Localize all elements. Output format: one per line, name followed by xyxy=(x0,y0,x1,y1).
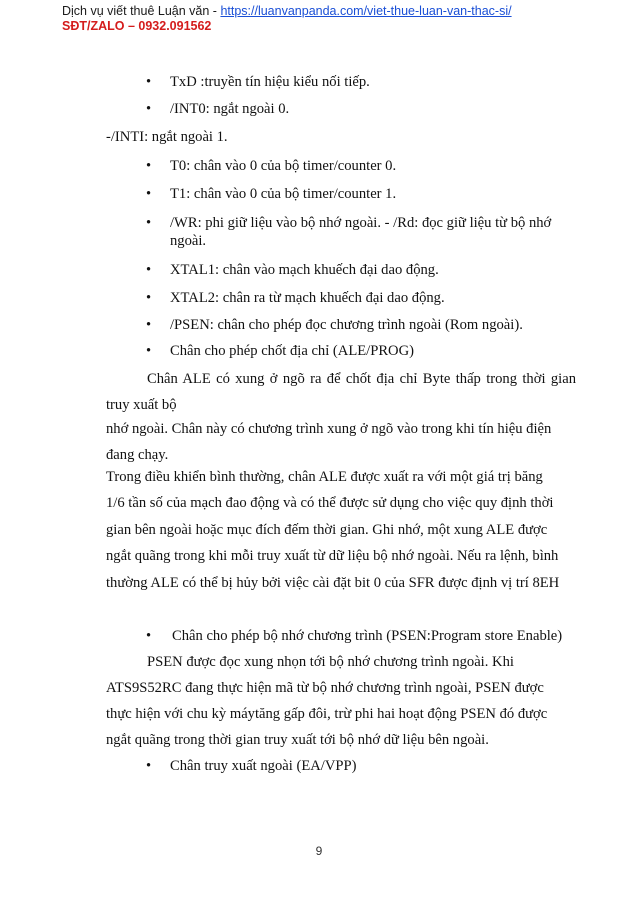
bullet-icon: • xyxy=(146,317,152,333)
list-item-t1: T1: chân vào 0 của bộ timer/counter 1. xyxy=(170,186,397,202)
paragraph-line: Trong điều khiển bình thường, chân ALE được xuất ra với một giá trị băng xyxy=(106,469,543,485)
paragraph-line xyxy=(147,370,576,388)
paragraph-line: thực hiện với chu kỳ máytăng gấp đôi, trừ phi hai hoạt động PSEN đó được xyxy=(106,706,548,722)
bullet-icon: • xyxy=(146,101,152,117)
header-service-text: Dịch vụ viết thuê Luận văn - xyxy=(62,4,221,18)
header-url-link[interactable]: https://luanvanpanda.com/viet-thue-luan-van-thac-si/ xyxy=(220,4,512,18)
list-item-txd: TxD :truyền tín hiệu kiểu nối tiếp. xyxy=(170,74,370,90)
list-item-int0: /INT0: ngắt ngoài 0. xyxy=(170,101,290,117)
page-header xyxy=(62,4,512,34)
paragraph-line: PSEN được đọc xung nhọn tới bộ nhớ chương trình ngoài. Khi xyxy=(147,654,514,670)
list-item-wr-line1: /WR: phi giữ liệu vào bộ nhớ ngoài. - /Rd: đọc giữ liệu từ bộ nhớ xyxy=(170,215,552,231)
list-item-t0: T0: chân vào 0 của bộ timer/counter 0. xyxy=(170,158,397,174)
paragraph-line: ngắt quãng trong thời gian truy xuất tới bộ nhớ dữ liệu bên ngoài. xyxy=(106,732,489,748)
header-phone: SĐT/ZALO – 0932.091562 xyxy=(62,19,212,33)
bullet-icon: • xyxy=(146,262,152,278)
paragraph-line: nhớ ngoài. Chân này có chương trình xung ở ngõ vào trong khi tín hiệu điện xyxy=(106,421,552,437)
bullet-icon: • xyxy=(146,758,152,774)
paragraph-line: gian bên ngoài hoặc mục đích đếm thời gian. Ghi nhớ, một xung ALE được xyxy=(106,522,548,538)
bullet-icon: • xyxy=(146,343,152,359)
list-item-ea: Chân truy xuất ngoài (EA/VPP) xyxy=(170,758,357,774)
paragraph-line: 1/6 tần số của mạch đao động và có thể được sử dụng cho việc quy định thời xyxy=(106,495,554,511)
paragraph-line: truy xuất bộ xyxy=(106,397,177,413)
page-number: 9 xyxy=(315,844,323,858)
paragraph-line: ATS9S52RC đang thực hiện mã từ bộ nhớ chương trình ngoài, PSEN được xyxy=(106,680,544,696)
bullet-icon: • xyxy=(146,74,152,90)
list-item-xtal1: XTAL1: chân vào mạch khuếch đại dao động. xyxy=(170,262,439,278)
line-inti: -/INTI: ngắt ngoài 1. xyxy=(106,129,228,145)
bullet-icon: • xyxy=(146,158,152,174)
paragraph-text: Chân ALE có xung ở ngõ ra để chốt địa chỉ Byte thấp trong thời gian xyxy=(147,371,576,387)
list-item-ale: Chân cho phép chốt địa chỉ (ALE/PROG) xyxy=(170,343,414,359)
paragraph-line: đang chạy. xyxy=(106,447,169,463)
list-item-psen2: Chân cho phép bộ nhớ chương trình (PSEN:Program store Enable) xyxy=(172,628,563,644)
list-item-psen: /PSEN: chân cho phép đọc chương trình ngoài (Rom ngoài). xyxy=(170,317,523,333)
list-item-wr-line2: ngoài. xyxy=(170,233,207,249)
paragraph-line: thường ALE có thể bị hủy bởi việc cài đặt bit 0 của SFR được định vị trí 8EH xyxy=(106,575,560,591)
bullet-icon: • xyxy=(146,186,152,202)
paragraph-line: ngắt quãng trong khi mỗi truy xuất từ dữ liệu bộ nhớ ngoài. Nếu ra lệnh, bình xyxy=(106,548,559,564)
list-item-xtal2: XTAL2: chân ra từ mạch khuếch đại dao động. xyxy=(170,290,445,306)
bullet-icon: • xyxy=(146,628,152,644)
bullet-icon: • xyxy=(146,215,152,231)
bullet-icon: • xyxy=(146,290,152,306)
